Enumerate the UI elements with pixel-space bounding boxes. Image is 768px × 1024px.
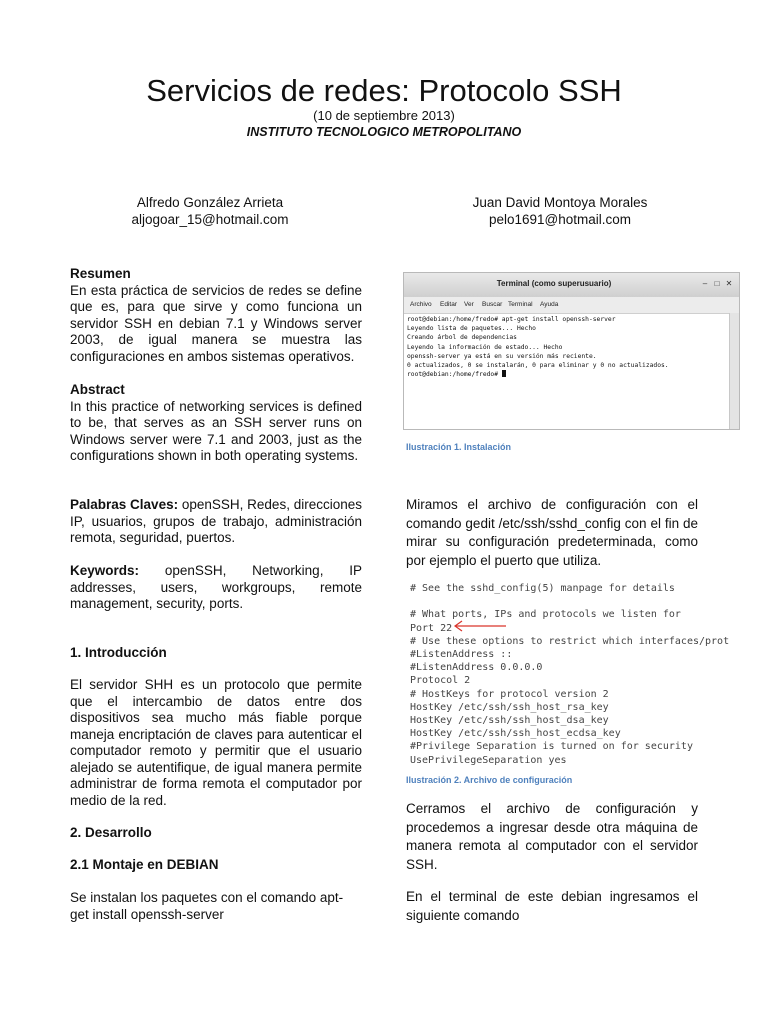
terminal-line: 0 actualizados, 0 se instalarán, 0 para eliminar y 0 no actualizados. — [407, 362, 669, 370]
config-snippet — [410, 582, 740, 766]
montaje-text: Se instalan los paquetes con el comando apt-get install openssh-server — [70, 890, 344, 922]
menu-ayuda: Ayuda — [540, 301, 559, 308]
author-2-email: pelo1691@hotmail.com — [488, 212, 632, 227]
terminal-menubar — [404, 297, 739, 314]
menu-archivo: Archivo — [410, 301, 432, 308]
intro-heading: 1. Introducción — [70, 645, 167, 660]
config-line — [410, 595, 740, 608]
intro-text: El servidor SHH es un protocolo que permite que el intercambio de datos entre dos dispositivos sea mucho más fiable porque maneja encriptación de claves para autenticar el computador remoto y permitir que el usuario alejado se autentifique, de igual manera permite administrar de forma remota el computador por medio de la red. — [70, 677, 362, 808]
config-line: # HostKeys for protocol version 2 — [410, 688, 609, 700]
resumen-heading: Resumen — [70, 266, 131, 281]
red-arrow-icon — [450, 620, 510, 632]
palabras-claves — [70, 497, 362, 547]
abstract-section — [70, 382, 362, 465]
menu-ver: Ver — [464, 301, 474, 308]
config-line: # See the sshd_config(5) manpage for details — [410, 583, 675, 594]
author-2 — [430, 194, 690, 228]
abstract-text: In this practice of networking services is defined to be, that serves as an SSH server runs on Windows server were 7.1 and 2003, just as the configurations shown in both operating systems. — [70, 398, 362, 463]
terminal-cursor — [502, 370, 506, 377]
terminal-prompt: root@debian:/home/fredo# — [407, 371, 502, 379]
right-para-2: Cerramos el archivo de configuración y procedemos a ingresar desde otra máquina de manera remota al computador con el servidor SSH. — [406, 801, 698, 872]
terminal-line: root@debian:/home/fredo# apt-get install openssh-server — [407, 316, 616, 323]
abstract-heading: Abstract — [70, 382, 125, 397]
author-1-name: Alfredo González Arrieta — [136, 195, 284, 210]
config-line: #ListenAddress 0.0.0.0 — [410, 662, 543, 674]
maximize-icon: □ — [714, 279, 720, 288]
config-line: # Use these options to restrict which interfaces/prot — [410, 635, 730, 647]
terminal-scrollbar — [729, 313, 739, 429]
resumen-text: En esta práctica de servicios de redes se define que es, para que sirve y como funciona un servidor SSH en debian 7.1 y Windows server 2003, de igual manera se muestra las configuraciones en ambos sistemas operativos. — [70, 282, 362, 364]
terminal-titlebar — [404, 273, 739, 298]
menu-terminal: Terminal — [508, 301, 533, 308]
menu-editar: Editar — [440, 301, 457, 308]
resumen-section — [70, 266, 362, 365]
right-para-1: Miramos el archivo de configuración con el comando gedit /etc/ssh/sshd_config con el fin de mirar su configuración predeterminada, como por ejemplo el puerto que utiliza. — [406, 497, 698, 568]
terminal-line: Creando árbol de dependencias — [407, 334, 517, 342]
paper-date: (10 de septiembre 2013) — [313, 108, 455, 123]
author-1-email: aljogoar_15@hotmail.com — [131, 212, 289, 227]
terminal-screenshot — [403, 272, 740, 430]
minimize-icon: – — [702, 279, 708, 288]
institution: INSTITUTO TECNOLOGICO METROPOLITANO — [246, 125, 522, 139]
menu-buscar: Buscar — [482, 301, 503, 308]
keywords — [70, 563, 362, 613]
config-line: HostKey /etc/ssh/ssh_host_ecdsa_key — [410, 728, 621, 740]
config-line: #Privilege Separation is turned on for security — [410, 741, 693, 753]
terminal-title: Terminal (como superusuario) — [496, 279, 612, 288]
config-line: HostKey /etc/ssh/ssh_host_rsa_key — [410, 701, 609, 713]
config-line: HostKey /etc/ssh/ssh_host_dsa_key — [410, 715, 609, 727]
terminal-output — [407, 315, 729, 379]
palabras-label: Palabras Claves: — [70, 497, 179, 512]
keywords-label: Keywords: — [70, 563, 140, 578]
desarrollo-heading: 2. Desarrollo — [70, 825, 152, 840]
author-2-name: Juan David Montoya Morales — [472, 195, 648, 210]
terminal-line: Leyendo la información de estado... Hecho — [407, 343, 563, 351]
config-line: UsePrivilegeSeparation yes — [410, 754, 567, 766]
terminal-line: openssh-server ya está en su versión más reciente. — [407, 352, 597, 360]
montaje-heading: 2.1 Montaje en DEBIAN — [70, 857, 219, 872]
terminal-prompt-line — [407, 370, 729, 379]
keywords-text: openSSH, Networking, IP addresses, users, workgroups, remote management, security, ports. — [70, 563, 362, 611]
author-1 — [80, 194, 340, 228]
figure-1-caption: Ilustración 1. Instalación — [406, 442, 512, 452]
config-line: Protocol 2 — [410, 675, 471, 687]
palabras-text: openSSH, Redes, direcciones IP, usuarios, grupos de trabajo, administración remota, seguridad, puertos. — [70, 497, 362, 545]
config-line: #ListenAddress :: — [410, 649, 513, 661]
terminal-line: Leyendo lista de paquetes... Hecho — [407, 325, 536, 333]
right-para-3: En el terminal de este debian ingresamos el siguiente comando — [406, 889, 698, 923]
close-icon: ✕ — [725, 279, 733, 288]
figure-2-caption: Ilustración 2. Archivo de configuración — [406, 775, 573, 785]
paper-title: Servicios de redes: Protocolo SSH — [146, 73, 622, 108]
config-line: Port 22 — [410, 622, 453, 634]
config-line: # What ports, IPs and protocols we listen for — [410, 609, 681, 621]
